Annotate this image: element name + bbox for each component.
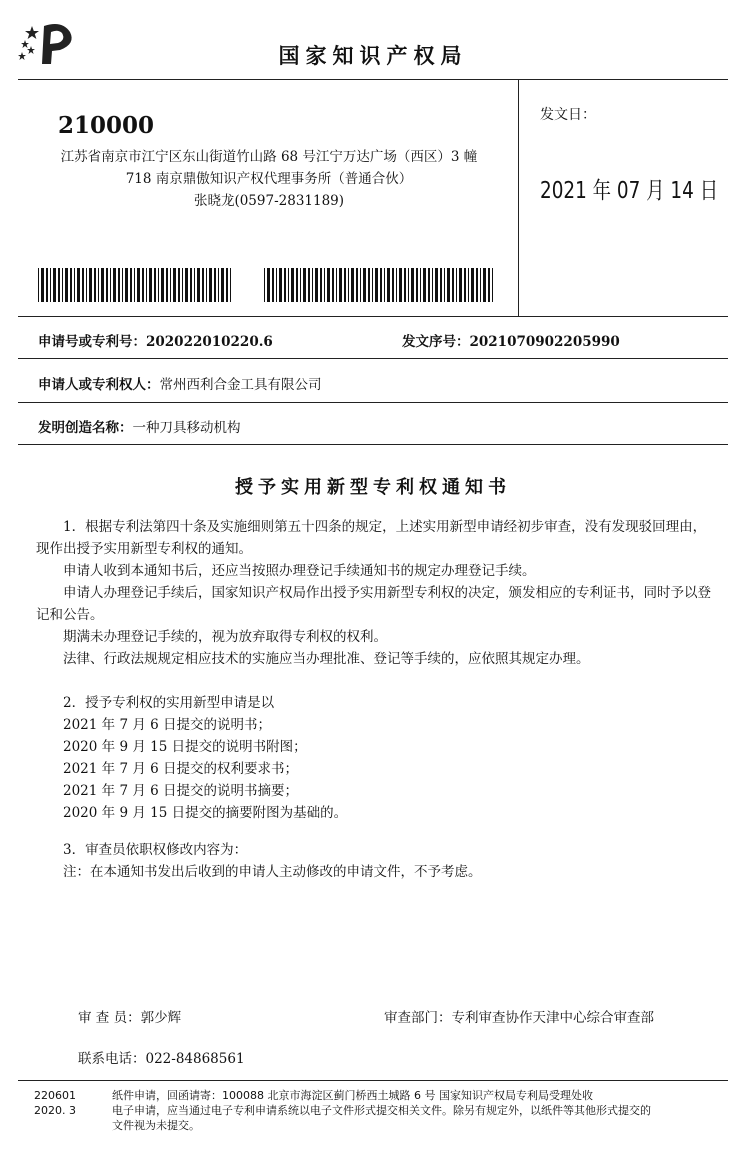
recipient-address-line2: 718 南京鼎傲知识产权代理事务所（普通合伙） [125,171,413,187]
barcode-bar [137,268,140,302]
barcode-bar [356,268,358,302]
barcode-bar [267,268,270,302]
barcode-bar [264,268,265,302]
barcode-bar [360,268,361,302]
barcode-bar [279,268,282,302]
barcode-bar [344,268,346,302]
applicant-row [38,373,322,393]
barcode-bar [206,268,207,302]
barcode-bar [146,268,147,302]
barcode-bar [308,268,310,302]
barcode-right [264,268,494,302]
barcode-bar [272,268,274,302]
postcode: 210000 [58,112,155,139]
barcode-bar [471,268,474,302]
invention-label: 发明创造名称： [38,420,133,436]
barcode-bar [226,268,228,302]
barcode-bar [190,268,192,302]
serial-number: 2021070902205990 [469,334,620,350]
barcode-bar [476,268,478,302]
barcode-left [38,268,234,302]
barcode-bar [404,268,406,302]
barcode-bar [384,268,385,302]
barcode-bar [416,268,418,302]
barcode-bar [77,268,80,302]
application-number: 202022010220.6 [146,334,273,350]
barcode-bar [41,268,44,302]
section1-paragraph: 期满未办理登记手续的，视为放弃取得专利权的权利。 [63,629,387,645]
barcode-bar [166,268,168,302]
barcode-bar [197,268,200,302]
barcode-bar [480,268,481,302]
field-rule-4 [18,444,728,445]
barcode-bar [134,268,135,302]
barcode-bar [218,268,219,302]
barcode-bar [142,268,144,302]
barcode-bar [113,268,116,302]
serial-number-row [402,330,620,350]
barcode-bar [488,268,490,302]
barcode-bar [423,268,426,302]
examination-department: 审查部门：专利审查协作天津中心综合审查部 [384,1010,654,1026]
barcode-bar [464,268,466,302]
barcode-bar [98,268,99,302]
barcode-bar [202,268,204,302]
barcode-bar [312,268,313,302]
barcode-bar [65,268,68,302]
barcode-bar [161,268,164,302]
section3-line: 注：在本通知书发出后收到的申请人主动修改的申请文件，不予考虑。 [63,864,482,880]
section1-paragraph: 1．根据专利法第四十条及实施细则第五十四条的规定，上述实用新型申请经初步审查，没有发现驳回理由，现作出授予实用新型专利权的通知。 [36,519,707,557]
barcode-bar [230,268,231,302]
section1-paragraph: 申请人收到本通知书后，还应当按照办理登记手续通知书的规定办理登记手续。 [63,563,536,579]
barcode-bar [118,268,120,302]
invention-name: 一种刀具移动机构 [132,420,241,436]
section2-line: 2020 年 9 月 15 日提交的摘要附图为基础的。 [63,805,348,821]
barcode-bar [368,268,370,302]
barcode-bar [396,268,397,302]
header-divider [518,79,519,316]
invention-row [38,416,241,436]
barcode-bar [392,268,394,302]
applicant-label: 申请人或专利权人： [38,377,160,393]
barcode-bar [492,268,493,302]
barcode-bar [46,268,48,302]
barcode-bar [336,268,337,302]
barcode-bar [38,268,39,302]
barcode-bar [428,268,430,302]
section3-line: 3．审查员依职权修改内容为： [63,842,248,858]
barcode-bar [154,268,156,302]
recipient-contact: 张晓龙(0597-2831189) [193,193,345,209]
barcode-bar [332,268,334,302]
barcode-bar [276,268,277,302]
barcode-bar [380,268,382,302]
section1-paragraph: 申请人办理登记手续后，国家知识产权局作出授予实用新型专利权的决定，颁发相应的专利证书，同时予以登记和公告。 [36,585,711,623]
section2-line: 2021 年 7 月 6 日提交的权利要求书； [63,761,298,777]
barcode-bar [284,268,286,302]
barcode-bar [89,268,92,302]
barcode-bar [101,268,104,302]
barcode-bar [452,268,454,302]
barcode-bar [53,268,56,302]
barcode-bar [387,268,390,302]
barcode-bar [411,268,414,302]
applicant-name: 常州西利合金工具有限公司 [159,377,322,393]
section1-paragraph: 法律、行政法规规定相应技术的实施应当办理批准、登记等手续的，应依照其规定办理。 [63,651,590,667]
footer-note: 纸件申请，回函请寄：100088 北京市海淀区蓟门桥西土城路 6 号 国家知识产权局专利局受理处收 [112,1089,593,1102]
barcode-bar [291,268,294,302]
barcode-bar [483,268,486,302]
section2-line: 2021 年 7 月 6 日提交的说明书摘要； [63,783,298,799]
field-rule-3 [18,402,728,403]
barcode-bar [110,268,111,302]
barcode-bar [86,268,87,302]
barcode-bar [125,268,128,302]
barcode-bar [432,268,433,302]
barcode-bar [62,268,63,302]
barcode-bar [221,268,224,302]
barcode-bar [468,268,469,302]
barcode-bar [456,268,457,302]
barcode-bar [173,268,176,302]
application-number-row [38,330,273,350]
issue-date-label: 发文日： [540,107,596,123]
barcode-bar [435,268,438,302]
barcode-bar [50,268,51,302]
barcode-bar [372,268,373,302]
barcode-bar [74,268,75,302]
barcode-bar [399,268,402,302]
section2-line: 2021 年 7 月 6 日提交的说明书； [63,717,271,733]
footer-note: 电子申请，应当通过电子专利申请系统以电子文件形式提交相关文件。除另有规定外，以纸件等其他形式提交的 [112,1104,651,1117]
barcode-bar [122,268,123,302]
barcode-bar [444,268,445,302]
barcode-bar [94,268,96,302]
barcode-bar [149,268,152,302]
top-rule [18,79,728,80]
barcode-bar [324,268,325,302]
office-name: 国家知识产权局 [278,44,468,68]
barcode-bar [178,268,180,302]
barcode-bar [303,268,306,302]
recipient-address-line1: 江苏省南京市江宁区东山街道竹山路 68 号江宁万达广场（西区）3 幢 [60,149,478,165]
barcode-bar [408,268,409,302]
barcode-bar [327,268,330,302]
application-number-label: 申请号或专利号： [38,334,146,350]
barcode-bar [363,268,366,302]
barcode-bar [320,268,322,302]
barcode-bar [70,268,72,302]
barcode-bar [339,268,342,302]
barcode-bar [182,268,183,302]
barcode-bar [288,268,289,302]
barcode-bar [300,268,301,302]
section2-line: 2．授予专利权的实用新型申请是以 [63,695,275,711]
barcode-bar [106,268,108,302]
barcode-bar [296,268,298,302]
barcode-bar [170,268,171,302]
barcode-bar [158,268,159,302]
barcode-bar [209,268,212,302]
notice-section-1 [36,516,712,670]
footer-rule [18,1080,728,1081]
barcode-bar [375,268,378,302]
contact-phone: 联系电话：022-84868561 [78,1051,245,1067]
issue-date: 2021 年 07 月 14 日 [540,178,719,204]
notice-section-3 [36,839,712,883]
barcode-bar [348,268,349,302]
barcode-bar [58,268,60,302]
examiner: 审 查 员：郭少辉 [78,1010,182,1026]
barcode-bar [82,268,84,302]
notice-title: 授予实用新型专利权通知书 [235,477,511,498]
barcode-bar [214,268,216,302]
barcode-bar [440,268,442,302]
field-rule-1 [18,316,728,317]
serial-number-label: 发文序号： [402,334,470,350]
section2-line: 2020 年 9 月 15 日提交的说明书附图； [63,739,307,755]
barcode-bar [351,268,354,302]
form-code: 220601 [34,1089,76,1102]
barcode-bar [459,268,462,302]
barcode-bar [315,268,318,302]
field-rule-2 [18,358,728,359]
barcode-bar [185,268,188,302]
form-date: 2020. 3 [34,1104,76,1117]
footer-notes [112,1088,728,1133]
barcode-bar [420,268,421,302]
barcode-bar [194,268,195,302]
notice-section-2 [36,692,712,824]
barcode-bar [130,268,132,302]
barcode-bar [447,268,450,302]
footer-note: 文件视为未提交。 [112,1119,200,1132]
